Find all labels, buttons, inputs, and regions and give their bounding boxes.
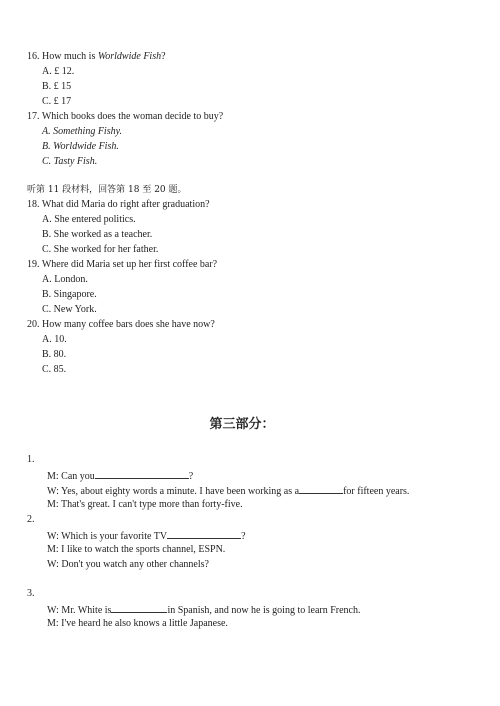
dialogue-2-number: 2. (27, 514, 35, 525)
dialogue-1-number: 1. (27, 454, 35, 465)
option-17a-row (42, 126, 122, 138)
option-16c: C. £ 17 (42, 96, 72, 107)
dialogue-text: W: Mr. White is (47, 605, 112, 616)
option-19c: C. New York. (42, 304, 97, 315)
option-20c: C. 85. (42, 364, 67, 375)
option-17a: A. Something Fishy. (42, 126, 122, 137)
option-17c: C. Tasty Fish. (42, 156, 98, 167)
option-19b: B. Singapore. (42, 289, 97, 300)
question-17: 17. Which books does the woman decide to buy? (27, 111, 224, 122)
question-18: 18. What did Maria do right after graduation? (27, 199, 210, 210)
option-18b: B. She worked as a teacher. (42, 229, 153, 240)
dialogue-2-line-1 (47, 529, 246, 543)
option-18a: A. She entered politics. (42, 214, 136, 225)
option-20b: B. 80. (42, 349, 67, 360)
fill-blank[interactable] (95, 469, 189, 479)
dialogue-2-line-2: M: I like to watch the sports channel, ESPN. (47, 544, 226, 555)
fill-blank[interactable] (299, 484, 343, 494)
dialogue-3-line-1 (47, 603, 360, 617)
fill-blank[interactable] (111, 603, 167, 613)
option-17b-row (42, 141, 119, 153)
question-16-suffix: ? (161, 51, 166, 62)
option-16a: A. £ 12. (42, 66, 75, 77)
option-19a: A. London. (42, 274, 88, 285)
dialogue-text: ? (241, 531, 246, 542)
instruction: 听第 11 段材料，回答第 18 至 20 题。 (27, 185, 187, 195)
option-17b: B. Worldwide Fish. (42, 141, 119, 152)
dialogue-3-line-2: M: I've heard he also knows a little Japanese. (47, 618, 228, 629)
dialogue-text: in Spanish, and now he is going to learn French. (167, 605, 361, 616)
option-18c: C. She worked for her father. (42, 244, 159, 255)
dialogue-text: W: Which is your favorite TV (47, 531, 168, 542)
option-16b: B. £ 15 (42, 81, 72, 92)
dialogue-text: ? (188, 471, 194, 482)
question-16-title: Worldwide Fish (97, 51, 162, 62)
option-20a: A. 10. (42, 334, 67, 345)
dialogue-3-number: 3. (27, 588, 35, 599)
dialogue-text: for fifteen years. (343, 486, 410, 497)
section-title: 第三部分： (209, 417, 275, 432)
dialogue-1-line-3: M: That's great. I can't type more than forty-five. (47, 499, 243, 510)
dialogue-text: M: Can you (47, 471, 95, 482)
question-20: 20. How many coffee bars does she have now? (27, 319, 215, 330)
option-17c-row (42, 156, 97, 168)
question-16 (27, 51, 166, 63)
dialogue-1-line-2 (47, 484, 409, 498)
fill-blank[interactable] (167, 529, 241, 539)
dialogue-1-line-1 (47, 469, 193, 483)
dialogue-text: W: Yes, about eighty words a minute. I have been working as a (47, 486, 300, 497)
question-19: 19. Where did Maria set up her first coffee bar? (27, 259, 218, 270)
dialogue-2-line-3: W: Don't you watch any other channels? (47, 559, 209, 570)
question-16-prefix: 16. How much is (27, 51, 98, 62)
